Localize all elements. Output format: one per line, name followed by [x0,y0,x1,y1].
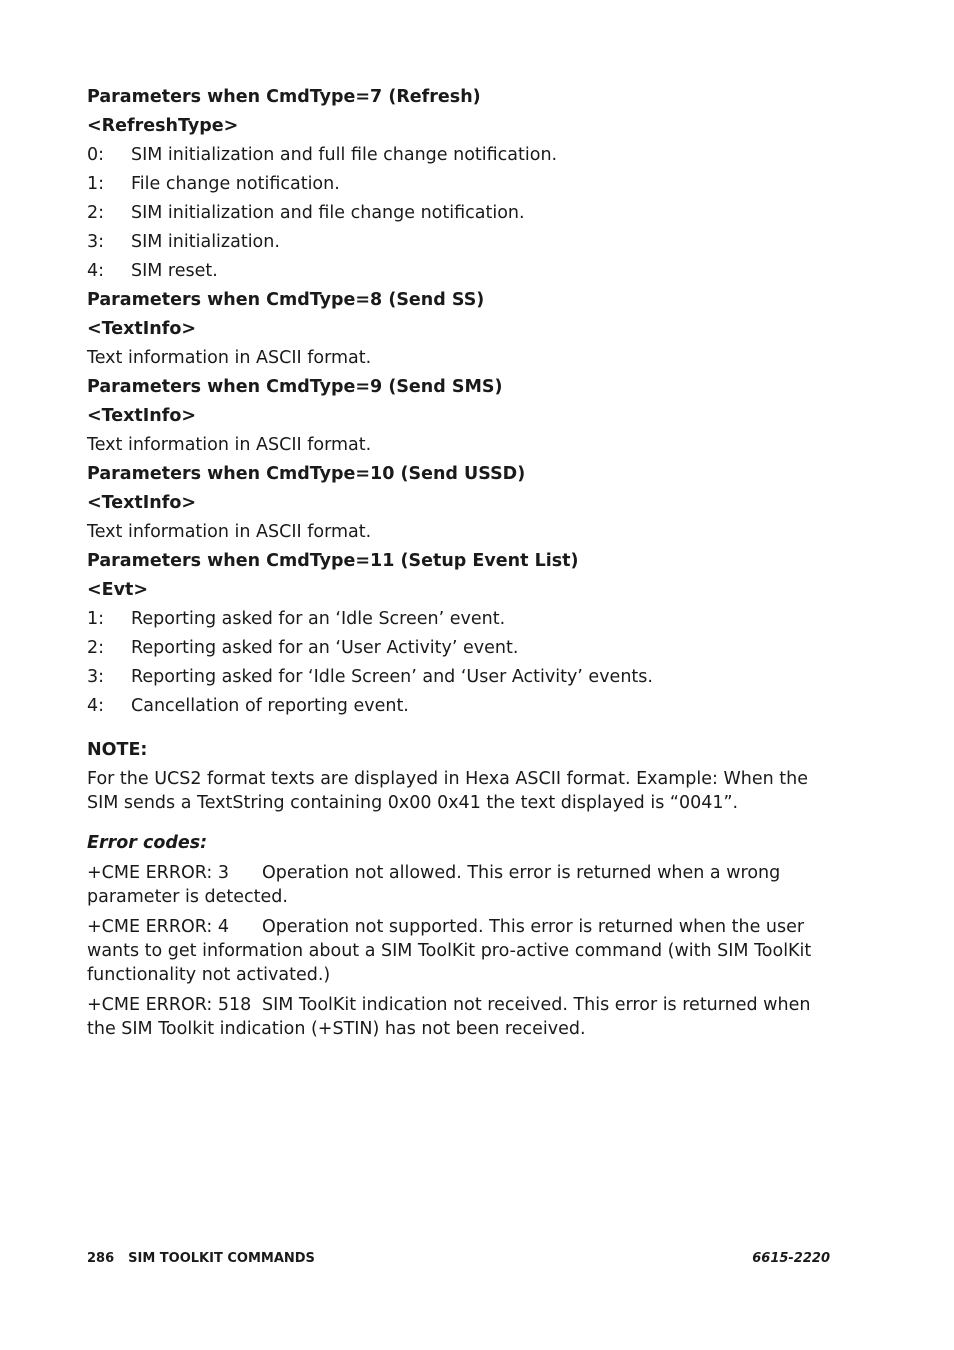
item-number: 4: [87,261,105,281]
page-content [87,83,822,1047]
param-name: <Evt> [87,580,149,600]
footer-left [87,1251,315,1266]
param-description: Text information in ASCII format. [87,348,372,368]
param-description: Text information in ASCII format. [87,435,372,455]
param-description: Text information in ASCII format. [87,522,372,542]
list-item [87,257,822,286]
item-text: SIM initialization. [131,232,280,252]
error-entry [87,993,822,1041]
list-item [87,663,822,692]
list-item [87,199,822,228]
item-number: 1: [87,609,105,629]
list-item [87,692,822,721]
param-name: <TextInfo> [87,319,197,339]
section-heading: Parameters when CmdType=10 (Send USSD) [87,464,526,484]
item-number: 2: [87,638,105,658]
error-code: +CME ERROR: 3 [87,863,229,883]
note-block [87,738,822,815]
error-description: Operation not allowed. This error is returned when a wrong parameter is detected. [87,863,781,907]
list-item [87,634,822,663]
param-name: <TextInfo> [87,493,197,513]
error-code: +CME ERROR: 518 [87,995,252,1015]
list-item [87,605,822,634]
item-text: SIM initialization and file change notification. [131,203,525,223]
item-number: 2: [87,203,105,223]
document-number: 6615-2220 [752,1251,830,1266]
error-entry [87,915,822,987]
item-text: Reporting asked for ‘Idle Screen’ and ‘User Activity’ events. [131,667,653,687]
error-codes-block [87,831,822,1041]
note-heading: NOTE: [87,740,148,760]
section-refresh [87,83,822,286]
param-name: <TextInfo> [87,406,197,426]
item-text: SIM reset. [131,261,218,281]
error-codes-heading: Error codes: [87,833,208,853]
section-heading: Parameters when CmdType=8 (Send SS) [87,290,485,310]
item-number: 4: [87,696,105,716]
item-number: 1: [87,174,105,194]
chapter-title: SIM TOOLKIT COMMANDS [128,1251,315,1266]
section-heading: Parameters when CmdType=7 (Refresh) [87,87,481,107]
error-entry [87,861,822,909]
section-setup-event-list [87,547,822,721]
section-send-ss [87,286,822,373]
section-send-sms [87,373,822,460]
section-send-ussd [87,460,822,547]
list-item [87,141,822,170]
section-heading: Parameters when CmdType=9 (Send SMS) [87,377,503,397]
item-text: SIM initialization and full file change notification. [131,145,558,165]
list-item [87,228,822,257]
page-footer [87,1251,830,1271]
error-description: Operation not supported. This error is returned when the user wants to get information about a SIM ToolKit pro-active command (with SIM ToolKit functionality not activated.) [87,917,812,985]
item-text: Reporting asked for an ‘User Activity’ event. [131,638,519,658]
error-code: +CME ERROR: 4 [87,917,229,937]
list-item [87,170,822,199]
note-text: For the UCS2 format texts are displayed in Hexa ASCII format. Example: When the SIM sends a TextString containing 0x00 0x41 the text displayed is “0041”. [87,769,809,813]
error-description: SIM ToolKit indication not received. This error is returned when the SIM Toolkit indication (+STIN) has not been received. [87,995,811,1039]
param-name: <RefreshType> [87,116,239,136]
page-number: 286 [87,1251,115,1266]
item-number: 3: [87,232,105,252]
item-text: File change notification. [131,174,340,194]
item-text: Cancellation of reporting event. [131,696,409,716]
section-heading: Parameters when CmdType=11 (Setup Event List) [87,551,579,571]
item-text: Reporting asked for an ‘Idle Screen’ event. [131,609,506,629]
item-number: 3: [87,667,105,687]
item-number: 0: [87,145,105,165]
